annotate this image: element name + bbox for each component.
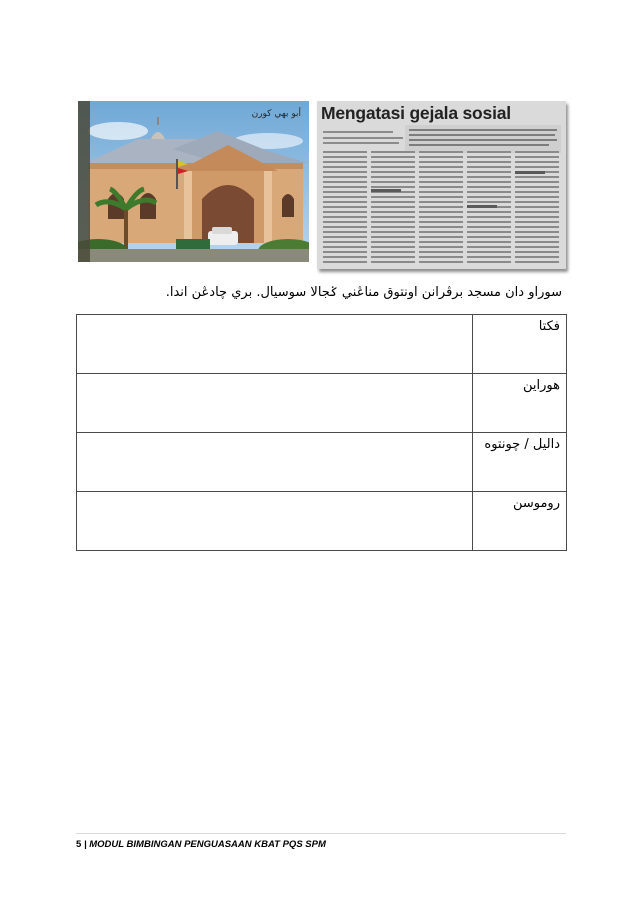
answer-cell[interactable] bbox=[77, 492, 473, 551]
row-label-cell bbox=[473, 374, 567, 433]
answer-cell[interactable] bbox=[77, 315, 473, 374]
row-label: روموسن bbox=[512, 496, 560, 511]
newspaper-clipping bbox=[317, 101, 566, 269]
answer-cell[interactable] bbox=[77, 374, 473, 433]
table-row-dalil bbox=[77, 433, 567, 492]
surau-illustration bbox=[78, 101, 309, 262]
answer-table bbox=[76, 314, 567, 551]
row-label: داليل / چونتوه bbox=[484, 437, 560, 452]
answer-cell[interactable] bbox=[77, 433, 473, 492]
row-label-cell bbox=[473, 315, 567, 374]
table-row-fakta bbox=[77, 315, 567, 374]
newspaper-headline: Mengatasi gejala sosial bbox=[321, 103, 511, 123]
row-label: هوراين bbox=[523, 378, 560, 393]
footer-title: MODUL BIMBINGAN PENGUASAAN KBAT PQS SPM bbox=[89, 839, 326, 850]
page-number: 5 bbox=[76, 839, 82, 850]
table-row-huraian bbox=[77, 374, 567, 433]
row-label: فکتا bbox=[538, 319, 560, 334]
photo-caption: أبو بهي كورن bbox=[251, 109, 301, 119]
newspaper-text-columns bbox=[317, 101, 566, 269]
row-label-cell bbox=[473, 433, 567, 492]
surau-photo bbox=[78, 101, 309, 262]
footer-separator: | bbox=[83, 839, 87, 850]
footer-divider bbox=[76, 833, 566, 834]
table-row-rumusan bbox=[77, 492, 567, 551]
question-instruction: سوراو دان مسجد برڤرانن اونتوق مناڠني ݢجالا سوسيال. بري چادڠن اندا. bbox=[165, 285, 562, 300]
page-footer bbox=[76, 839, 326, 850]
row-label-cell bbox=[473, 492, 567, 551]
